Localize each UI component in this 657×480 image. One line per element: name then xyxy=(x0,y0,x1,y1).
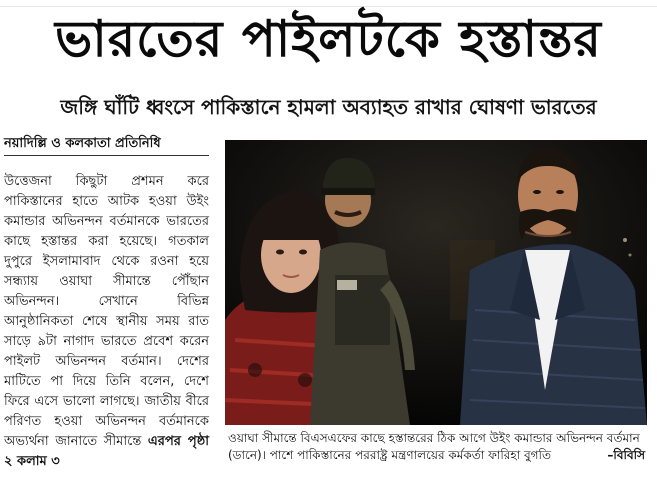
article-body xyxy=(4,172,209,472)
photo-caption: ওয়াঘা সীমান্তে বিএসএফের কাছে হস্তান্তরের ঠিক আগে উইং কমান্ডার অভিনন্দন বর্তমান (ডানে)। পাশে পাকিস্তানের পররাষ্ট্র মন্ত্রণালয়ের কর্মকর্তা ফারিহা বুগতি xyxy=(228,431,640,462)
photo-credit: –বিবিসি xyxy=(607,448,645,462)
headline: ভারতের পাইলটকে হস্তান্তর xyxy=(55,10,602,68)
dateline-rule xyxy=(4,155,209,156)
dateline: নয়াদিল্লি ও কলকাতা প্রতিনিধি xyxy=(4,136,161,151)
subheadline: জঙ্গি ঘাঁটি ধ্বংসে পাকিস্তানে হামলা অব্যাহত রাখার ঘোষণা ভারতের xyxy=(60,95,597,119)
article-text: উত্তেজনা কিছুটা প্রশমন করে পাকিস্তানের হাতে আটক হওয়া উইং কমান্ডার অভিনন্দন বর্তমানকে ভারতের কাছে হস্তান্তর করা হয়েছে। গতকাল দুপুরে ইসলামাবাদ থেকে রওনা হয়ে সন্ধ্যায় ওয়াঘা সীমান্তে পৌঁছান অভিনন্দন। সেখানে বিভিন্ন আনুষ্ঠানিকতা শেষে স্থানীয় সময় রাত সাড়ে ৯টা নাগাদ ভারতে প্রবেশ করেন পাইলট অভিনন্দন বর্তমান। দেশের মাটিতে পা দিয়ে তিনি বলেন, দেশে ফিরে এসে ভালো লাগছে। জাতীয় বীরে পরিণত হওয়া অভিনন্দন বর্তমানকে অভ্যর্থনা জানাতে সীমান্তে xyxy=(4,174,209,449)
news-photo xyxy=(225,140,647,425)
clipping-top-edge xyxy=(0,0,657,7)
continued-jump: এরপর পৃষ্ঠা ২ কলাম ৩ xyxy=(4,434,209,469)
